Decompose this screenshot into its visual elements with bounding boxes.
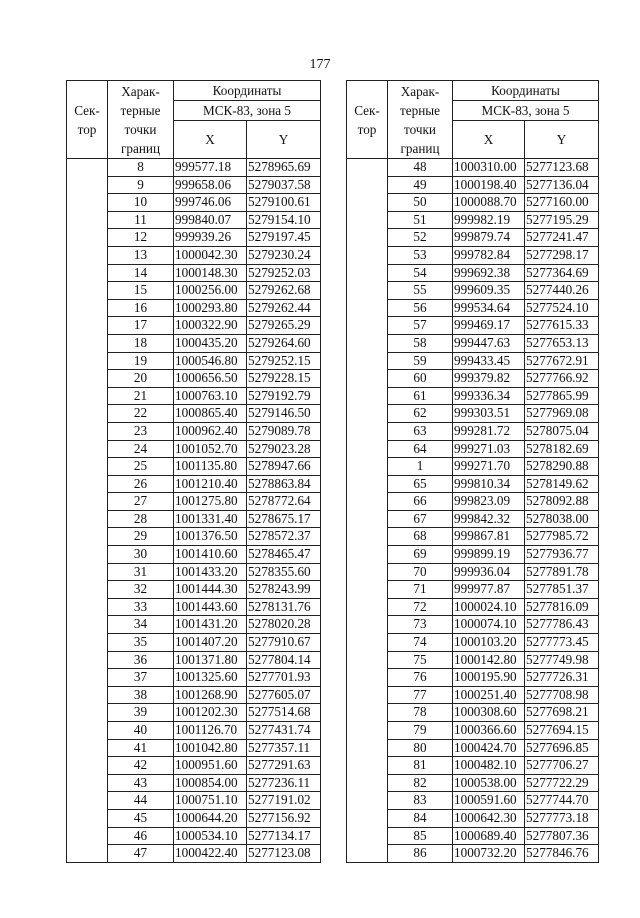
point-number-cell: 30: [108, 546, 174, 564]
x-coordinate-cell: 1000293.80: [174, 299, 247, 317]
y-coordinate-cell: 5277514.68: [247, 704, 321, 722]
x-coordinate-cell: 1001126.70: [174, 722, 247, 740]
y-coordinate-cell: 5279023.28: [247, 440, 321, 458]
x-coordinate-cell: 1000482.10: [453, 757, 525, 775]
point-number-cell: 70: [388, 563, 453, 581]
y-coordinate-cell: 5279037.58: [247, 176, 321, 194]
x-coordinate-cell: 1001431.20: [174, 616, 247, 634]
x-coordinate-cell: 1000195.90: [453, 669, 525, 687]
sector-cell: [67, 159, 108, 863]
point-number-cell: 69: [388, 546, 453, 564]
point-number-cell: 47: [108, 845, 174, 863]
y-coordinate-cell: 5277156.92: [247, 809, 321, 827]
x-coordinate-cell: 999447.63: [453, 334, 525, 352]
y-coordinate-cell: 5277694.15: [525, 722, 599, 740]
sector-header-line-2: тор: [357, 121, 377, 137]
y-coordinate-cell: 5277136.04: [525, 176, 599, 194]
x-coordinate-cell: 999867.81: [453, 528, 525, 546]
x-coordinate-cell: 999303.51: [453, 405, 525, 423]
x-coordinate-cell: 999577.18: [174, 159, 247, 177]
sector-header-line-1: Сек-: [354, 102, 380, 118]
table-row: [67, 159, 321, 177]
y-coordinate-cell: 5277706.27: [525, 757, 599, 775]
sector-header: [67, 81, 108, 159]
y-coordinate-cell: 5278149.62: [525, 475, 599, 493]
point-number-cell: 16: [108, 299, 174, 317]
x-coordinate-cell: 1000256.00: [174, 282, 247, 300]
x-coordinate-cell: 1000656.50: [174, 370, 247, 388]
x-coordinate-cell: 1000308.60: [453, 704, 525, 722]
points-header-line-2: терные: [120, 102, 161, 118]
coords-header-line-2: МСК-83, зона 5: [174, 101, 321, 121]
y-coordinate-cell: 5277985.72: [525, 528, 599, 546]
y-coordinate-cell: 5277846.76: [525, 845, 599, 863]
y-coordinate-cell: 5279252.15: [247, 352, 321, 370]
x-coordinate-cell: 1000251.40: [453, 686, 525, 704]
point-number-cell: 57: [388, 317, 453, 335]
points-header-line-4: границ: [120, 140, 161, 156]
x-coordinate-cell: 999977.87: [453, 581, 525, 599]
point-number-cell: 25: [108, 458, 174, 476]
point-number-cell: 45: [108, 809, 174, 827]
header-row-1: [347, 81, 599, 101]
x-coordinate-cell: 1001202.30: [174, 704, 247, 722]
points-header-line-1: Харак-: [400, 83, 440, 99]
y-coordinate-cell: 5278020.28: [247, 616, 321, 634]
x-coordinate-cell: 1000854.00: [174, 774, 247, 792]
y-coordinate-cell: 5277191.02: [247, 792, 321, 810]
point-number-cell: 39: [108, 704, 174, 722]
coords-header-line-1: Координаты: [453, 81, 599, 101]
x-coordinate-cell: 1000534.10: [174, 827, 247, 845]
x-coordinate-cell: 1001371.80: [174, 651, 247, 669]
y-coordinate-cell: 5277749.98: [525, 651, 599, 669]
x-coordinate-cell: 1000732.20: [453, 845, 525, 863]
y-coordinate-cell: 5277134.17: [247, 827, 321, 845]
y-coordinate-cell: 5277851.37: [525, 581, 599, 599]
point-number-cell: 12: [108, 229, 174, 247]
point-number-cell: 11: [108, 211, 174, 229]
y-coordinate-cell: 5278863.84: [247, 475, 321, 493]
point-number-cell: 42: [108, 757, 174, 775]
y-coordinate-cell: 5279252.03: [247, 264, 321, 282]
x-coordinate-cell: 1000424.70: [453, 739, 525, 757]
x-coordinate-cell: 999982.19: [453, 211, 525, 229]
x-coordinate-cell: 1000642.30: [453, 809, 525, 827]
x-coordinate-cell: 1000103.20: [453, 634, 525, 652]
point-number-cell: 55: [388, 282, 453, 300]
x-coordinate-cell: 999879.74: [453, 229, 525, 247]
y-coordinate-cell: 5277431.74: [247, 722, 321, 740]
y-coordinate-cell: 5277653.13: [525, 334, 599, 352]
y-coordinate-cell: 5279192.79: [247, 387, 321, 405]
y-coordinate-cell: 5277722.29: [525, 774, 599, 792]
point-number-cell: 43: [108, 774, 174, 792]
point-number-cell: 72: [388, 598, 453, 616]
x-coordinate-cell: 999810.34: [453, 475, 525, 493]
x-coordinate-cell: 1001052.70: [174, 440, 247, 458]
x-coordinate-cell: 1001376.50: [174, 528, 247, 546]
point-number-cell: 84: [388, 809, 453, 827]
y-coordinate-cell: 5278465.47: [247, 546, 321, 564]
x-coordinate-cell: 999840.07: [174, 211, 247, 229]
x-coordinate-cell: 1000538.00: [453, 774, 525, 792]
point-number-cell: 77: [388, 686, 453, 704]
x-coordinate-cell: 1000751.10: [174, 792, 247, 810]
x-coordinate-cell: 1000322.90: [174, 317, 247, 335]
point-number-cell: 76: [388, 669, 453, 687]
x-coordinate-cell: 999782.84: [453, 246, 525, 264]
x-coordinate-cell: 1001275.80: [174, 493, 247, 511]
points-header: [388, 81, 453, 159]
point-number-cell: 51: [388, 211, 453, 229]
x-coordinate-cell: 1000024.10: [453, 598, 525, 616]
point-number-cell: 46: [108, 827, 174, 845]
point-number-cell: 10: [108, 194, 174, 212]
x-coordinate-cell: 1001268.90: [174, 686, 247, 704]
point-number-cell: 52: [388, 229, 453, 247]
x-coordinate-cell: 1001444.30: [174, 581, 247, 599]
y-coordinate-cell: 5277804.14: [247, 651, 321, 669]
y-coordinate-cell: 5277364.69: [525, 264, 599, 282]
point-number-cell: 44: [108, 792, 174, 810]
y-coordinate-cell: 5278947.66: [247, 458, 321, 476]
point-number-cell: 40: [108, 722, 174, 740]
y-coordinate-cell: 5277440.26: [525, 282, 599, 300]
y-coordinate-cell: 5277696.85: [525, 739, 599, 757]
point-number-cell: 23: [108, 422, 174, 440]
x-coordinate-cell: 1000962.40: [174, 422, 247, 440]
y-coordinate-cell: 5278182.69: [525, 440, 599, 458]
point-number-cell: 49: [388, 176, 453, 194]
x-coordinate-cell: 999534.64: [453, 299, 525, 317]
y-coordinate-cell: 5277773.45: [525, 634, 599, 652]
y-coordinate-cell: 5277969.08: [525, 405, 599, 423]
y-coordinate-cell: 5279262.44: [247, 299, 321, 317]
point-number-cell: 61: [388, 387, 453, 405]
y-coordinate-cell: 5277807.36: [525, 827, 599, 845]
y-coordinate-cell: 5277936.77: [525, 546, 599, 564]
y-coordinate-cell: 5277160.00: [525, 194, 599, 212]
y-coordinate-cell: 5277698.21: [525, 704, 599, 722]
point-number-cell: 75: [388, 651, 453, 669]
y-coordinate-cell: 5277766.92: [525, 370, 599, 388]
point-number-cell: 62: [388, 405, 453, 423]
x-coordinate-cell: 1000435.20: [174, 334, 247, 352]
x-header: X: [174, 121, 247, 159]
point-number-cell: 83: [388, 792, 453, 810]
point-number-cell: 17: [108, 317, 174, 335]
x-coordinate-cell: 999271.70: [453, 458, 525, 476]
point-number-cell: 14: [108, 264, 174, 282]
y-coordinate-cell: 5277701.93: [247, 669, 321, 687]
x-coordinate-cell: 999692.38: [453, 264, 525, 282]
point-number-cell: 50: [388, 194, 453, 212]
x-coordinate-cell: 1001433.20: [174, 563, 247, 581]
point-number-cell: 71: [388, 581, 453, 599]
y-coordinate-cell: 5277236.11: [247, 774, 321, 792]
x-coordinate-cell: 999379.82: [453, 370, 525, 388]
x-coordinate-cell: 1000088.70: [453, 194, 525, 212]
point-number-cell: 33: [108, 598, 174, 616]
x-coordinate-cell: 1000951.60: [174, 757, 247, 775]
point-number-cell: 13: [108, 246, 174, 264]
x-coordinate-cell: 1000142.80: [453, 651, 525, 669]
x-coordinate-cell: 999823.09: [453, 493, 525, 511]
point-number-cell: 20: [108, 370, 174, 388]
y-coordinate-cell: 5277298.17: [525, 246, 599, 264]
point-number-cell: 29: [108, 528, 174, 546]
y-coordinate-cell: 5279197.45: [247, 229, 321, 247]
sector-header-line-2: тор: [77, 121, 97, 137]
x-coordinate-cell: 999433.45: [453, 352, 525, 370]
x-coordinate-cell: 1000074.10: [453, 616, 525, 634]
point-number-cell: 58: [388, 334, 453, 352]
x-coordinate-cell: 1001443.60: [174, 598, 247, 616]
coordinates-table-left: [66, 80, 321, 863]
point-number-cell: 86: [388, 845, 453, 863]
x-coordinate-cell: 1000546.80: [174, 352, 247, 370]
point-number-cell: 32: [108, 581, 174, 599]
x-coordinate-cell: 1000042.30: [174, 246, 247, 264]
left-table-body: [67, 81, 321, 863]
y-coordinate-cell: 5277357.11: [247, 739, 321, 757]
right-table-body: [347, 81, 599, 863]
point-number-cell: 74: [388, 634, 453, 652]
point-number-cell: 27: [108, 493, 174, 511]
point-number-cell: 63: [388, 422, 453, 440]
point-number-cell: 59: [388, 352, 453, 370]
y-coordinate-cell: 5277786.43: [525, 616, 599, 634]
x-coordinate-cell: 1001325.60: [174, 669, 247, 687]
point-number-cell: 82: [388, 774, 453, 792]
y-coordinate-cell: 5279154.10: [247, 211, 321, 229]
x-coordinate-cell: 1001042.80: [174, 739, 247, 757]
x-coordinate-cell: 1000198.40: [453, 176, 525, 194]
y-coordinate-cell: 5277241.47: [525, 229, 599, 247]
point-number-cell: 73: [388, 616, 453, 634]
x-coordinate-cell: 1001331.40: [174, 510, 247, 528]
coords-header-line-1: Координаты: [174, 81, 321, 101]
points-header: [108, 81, 174, 159]
point-number-cell: 31: [108, 563, 174, 581]
x-coordinate-cell: 1001410.60: [174, 546, 247, 564]
y-coordinate-cell: 5278772.64: [247, 493, 321, 511]
point-number-cell: 56: [388, 299, 453, 317]
y-coordinate-cell: 5277910.67: [247, 634, 321, 652]
x-coordinate-cell: 1000148.30: [174, 264, 247, 282]
point-number-cell: 1: [388, 458, 453, 476]
points-header-line-1: Харак-: [121, 83, 160, 99]
y-coordinate-cell: 5277744.70: [525, 792, 599, 810]
sector-header: [347, 81, 388, 159]
x-coordinate-cell: 1001407.20: [174, 634, 247, 652]
point-number-cell: 65: [388, 475, 453, 493]
y-coordinate-cell: 5279089.78: [247, 422, 321, 440]
x-coordinate-cell: 999899.19: [453, 546, 525, 564]
point-number-cell: 38: [108, 686, 174, 704]
y-coordinate-cell: 5279100.61: [247, 194, 321, 212]
y-coordinate-cell: 5278572.37: [247, 528, 321, 546]
x-coordinate-cell: 999609.35: [453, 282, 525, 300]
point-number-cell: 48: [388, 159, 453, 177]
y-coordinate-cell: 5279262.68: [247, 282, 321, 300]
x-coordinate-cell: 1000689.40: [453, 827, 525, 845]
point-number-cell: 85: [388, 827, 453, 845]
points-header-line-4: границ: [400, 140, 440, 156]
point-number-cell: 80: [388, 739, 453, 757]
point-number-cell: 21: [108, 387, 174, 405]
point-number-cell: 15: [108, 282, 174, 300]
y-coordinate-cell: 5277773.18: [525, 809, 599, 827]
y-coordinate-cell: 5278965.69: [247, 159, 321, 177]
point-number-cell: 79: [388, 722, 453, 740]
y-coordinate-cell: 5278355.60: [247, 563, 321, 581]
x-coordinate-cell: 999842.32: [453, 510, 525, 528]
point-number-cell: 64: [388, 440, 453, 458]
point-number-cell: 8: [108, 159, 174, 177]
point-number-cell: 54: [388, 264, 453, 282]
y-coordinate-cell: 5279265.29: [247, 317, 321, 335]
points-header-line-3: точки: [404, 121, 436, 137]
y-coordinate-cell: 5277123.08: [247, 845, 321, 863]
coordinates-table-right: [346, 80, 599, 863]
y-coordinate-cell: 5277865.99: [525, 387, 599, 405]
point-number-cell: 67: [388, 510, 453, 528]
x-coordinate-cell: 1000591.60: [453, 792, 525, 810]
coords-header-line-2: МСК-83, зона 5: [453, 101, 599, 121]
x-coordinate-cell: 999658.06: [174, 176, 247, 194]
x-coordinate-cell: 1000366.60: [453, 722, 525, 740]
point-number-cell: 18: [108, 334, 174, 352]
point-number-cell: 37: [108, 669, 174, 687]
points-header-line-3: точки: [124, 121, 157, 137]
y-header: Y: [525, 121, 599, 159]
point-number-cell: 68: [388, 528, 453, 546]
y-coordinate-cell: 5279264.60: [247, 334, 321, 352]
x-coordinate-cell: 1000422.40: [174, 845, 247, 863]
y-coordinate-cell: 5277816.09: [525, 598, 599, 616]
point-number-cell: 9: [108, 176, 174, 194]
point-number-cell: 24: [108, 440, 174, 458]
y-coordinate-cell: 5278290.88: [525, 458, 599, 476]
page-number: 177: [309, 57, 331, 72]
sector-cell: [347, 159, 388, 863]
x-coordinate-cell: 1001210.40: [174, 475, 247, 493]
point-number-cell: 34: [108, 616, 174, 634]
point-number-cell: 19: [108, 352, 174, 370]
point-number-cell: 41: [108, 739, 174, 757]
y-coordinate-cell: 5279228.15: [247, 370, 321, 388]
sector-header-line-1: Сек-: [74, 102, 100, 118]
x-header: X: [453, 121, 525, 159]
point-number-cell: 78: [388, 704, 453, 722]
x-coordinate-cell: 999746.06: [174, 194, 247, 212]
x-coordinate-cell: 999271.03: [453, 440, 525, 458]
point-number-cell: 36: [108, 651, 174, 669]
x-coordinate-cell: 999936.04: [453, 563, 525, 581]
point-number-cell: 28: [108, 510, 174, 528]
x-coordinate-cell: 1000310.00: [453, 159, 525, 177]
point-number-cell: 60: [388, 370, 453, 388]
y-coordinate-cell: 5278092.88: [525, 493, 599, 511]
points-header-line-2: терные: [400, 102, 440, 118]
y-coordinate-cell: 5277672.91: [525, 352, 599, 370]
y-coordinate-cell: 5278038.00: [525, 510, 599, 528]
y-coordinate-cell: 5277726.31: [525, 669, 599, 687]
point-number-cell: 26: [108, 475, 174, 493]
y-coordinate-cell: 5279230.24: [247, 246, 321, 264]
y-coordinate-cell: 5277605.07: [247, 686, 321, 704]
x-coordinate-cell: 999336.34: [453, 387, 525, 405]
y-coordinate-cell: 5277524.10: [525, 299, 599, 317]
x-coordinate-cell: 999281.72: [453, 422, 525, 440]
y-coordinate-cell: 5277123.68: [525, 159, 599, 177]
y-coordinate-cell: 5277195.29: [525, 211, 599, 229]
y-coordinate-cell: 5278075.04: [525, 422, 599, 440]
y-coordinate-cell: 5277708.98: [525, 686, 599, 704]
point-number-cell: 22: [108, 405, 174, 423]
header-row-1: [67, 81, 321, 101]
point-number-cell: 81: [388, 757, 453, 775]
y-coordinate-cell: 5278675.17: [247, 510, 321, 528]
y-coordinate-cell: 5277891.78: [525, 563, 599, 581]
x-coordinate-cell: 999939.26: [174, 229, 247, 247]
x-coordinate-cell: 999469.17: [453, 317, 525, 335]
y-coordinate-cell: 5278131.76: [247, 598, 321, 616]
y-coordinate-cell: 5277291.63: [247, 757, 321, 775]
x-coordinate-cell: 1000763.10: [174, 387, 247, 405]
x-coordinate-cell: 1000644.20: [174, 809, 247, 827]
point-number-cell: 66: [388, 493, 453, 511]
x-coordinate-cell: 1000865.40: [174, 405, 247, 423]
y-coordinate-cell: 5279146.50: [247, 405, 321, 423]
table-row: [347, 159, 599, 177]
y-coordinate-cell: 5277615.33: [525, 317, 599, 335]
y-coordinate-cell: 5278243.99: [247, 581, 321, 599]
x-coordinate-cell: 1001135.80: [174, 458, 247, 476]
point-number-cell: 53: [388, 246, 453, 264]
y-header: Y: [247, 121, 321, 159]
point-number-cell: 35: [108, 634, 174, 652]
